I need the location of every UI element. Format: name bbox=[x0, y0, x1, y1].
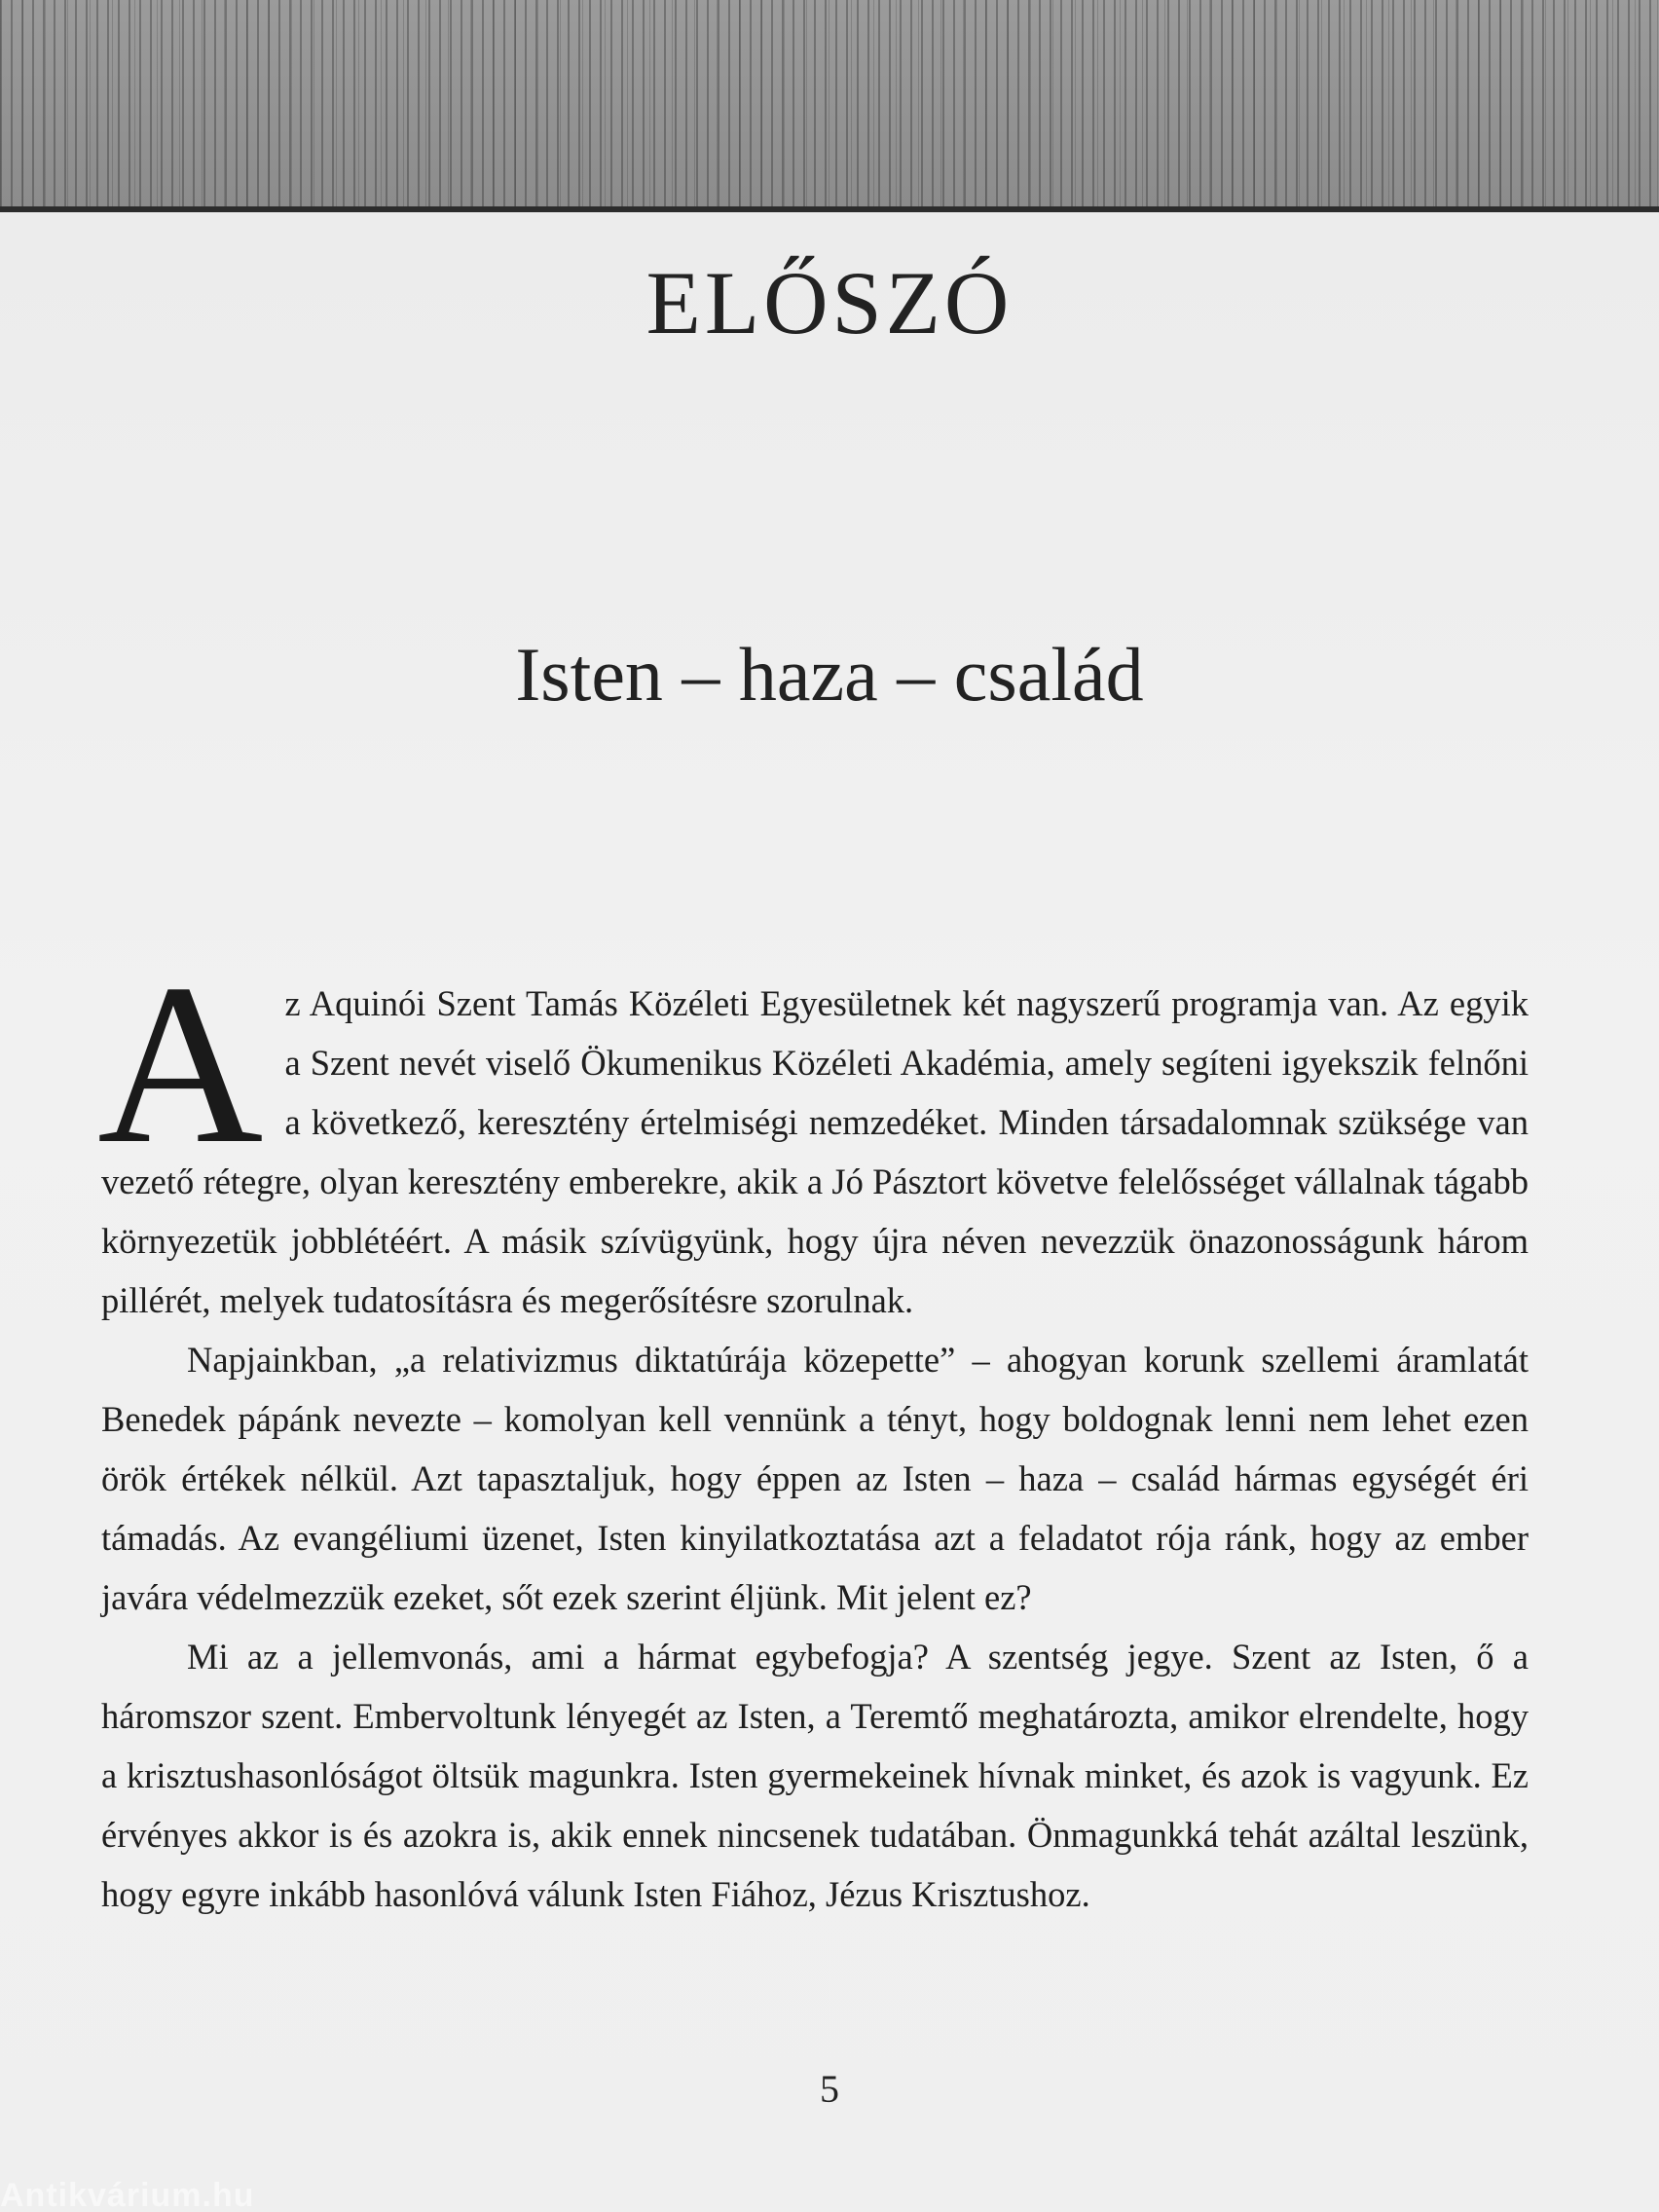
paragraph-3: Mi az a jellemvonás, ami a hármat egybefogja? A szentség jegye. Szent az Isten, ő a háromszor szent. Embervoltunk lényegét az Isten, a Teremtő meghatározta, amikor elrendelte, hogy a krisztushasonlóságot öltsük magunkra. Isten gyermekeinek hívnak minket, és azok is vagyunk. Ez érvényes akkor is és azokra is, akik ennek nincsenek tudatában. Önmagunkká tehát azáltal leszünk, hogy egyre inkább hasonlóvá válunk Isten Fiához, Jézus Krisztushoz. bbox=[101, 1637, 1529, 1914]
paragraph-2: Napjainkban, „a relativizmus diktatúrája közepette” – ahogyan korunk szellemi áramlatát Benedek pápánk nevezte – komolyan kell vennünk a tényt, hogy boldognak lenni nem lehet ezen örök értékek nélkül. Azt tapasztaljuk, hogy éppen az Isten – haza – család hármas egységét éri támadás. Az evangéliumi üzenet, Isten kinyilatkoztatása azt a feladatot rója ránk, hogy az ember javára védelmezzük ezeket, sőt ezek szerint éljünk. Mit jelent ez? bbox=[101, 1340, 1529, 1617]
paragraph-1-text: z Aquinói Szent Tamás Közéleti Egyesületnek két nagyszerű programja van. Az egyik a Szent nevét viselő Ökumenikus Közéleti Akadémia, amely segíteni igyekszik felnőni a következő, keresztény értelmiségi nemzedéket. Minden társadalomnak szüksége van vezető rétegre, olyan keresztény emberekre, akik a Jó Pásztort követve felelősséget vállalnak tágabb környezetük jobblétéért. A másik szívügyünk, hogy újra néven nevezzük önazonosságunk három pillérét, melyek tudatosításra és megerősítésre szorulnak. bbox=[101, 983, 1529, 1320]
watermark: Antikvárium.hu bbox=[0, 2177, 255, 2212]
table-surface bbox=[0, 0, 1659, 234]
body-text bbox=[97, 938, 1529, 1924]
drop-cap: A bbox=[97, 938, 264, 1192]
chapter-title: ELŐSZÓ bbox=[645, 253, 1014, 352]
page-number: 5 bbox=[820, 2067, 839, 2111]
section-title: Isten – haza – család bbox=[515, 632, 1144, 717]
paragraph-1 bbox=[97, 938, 1529, 1330]
